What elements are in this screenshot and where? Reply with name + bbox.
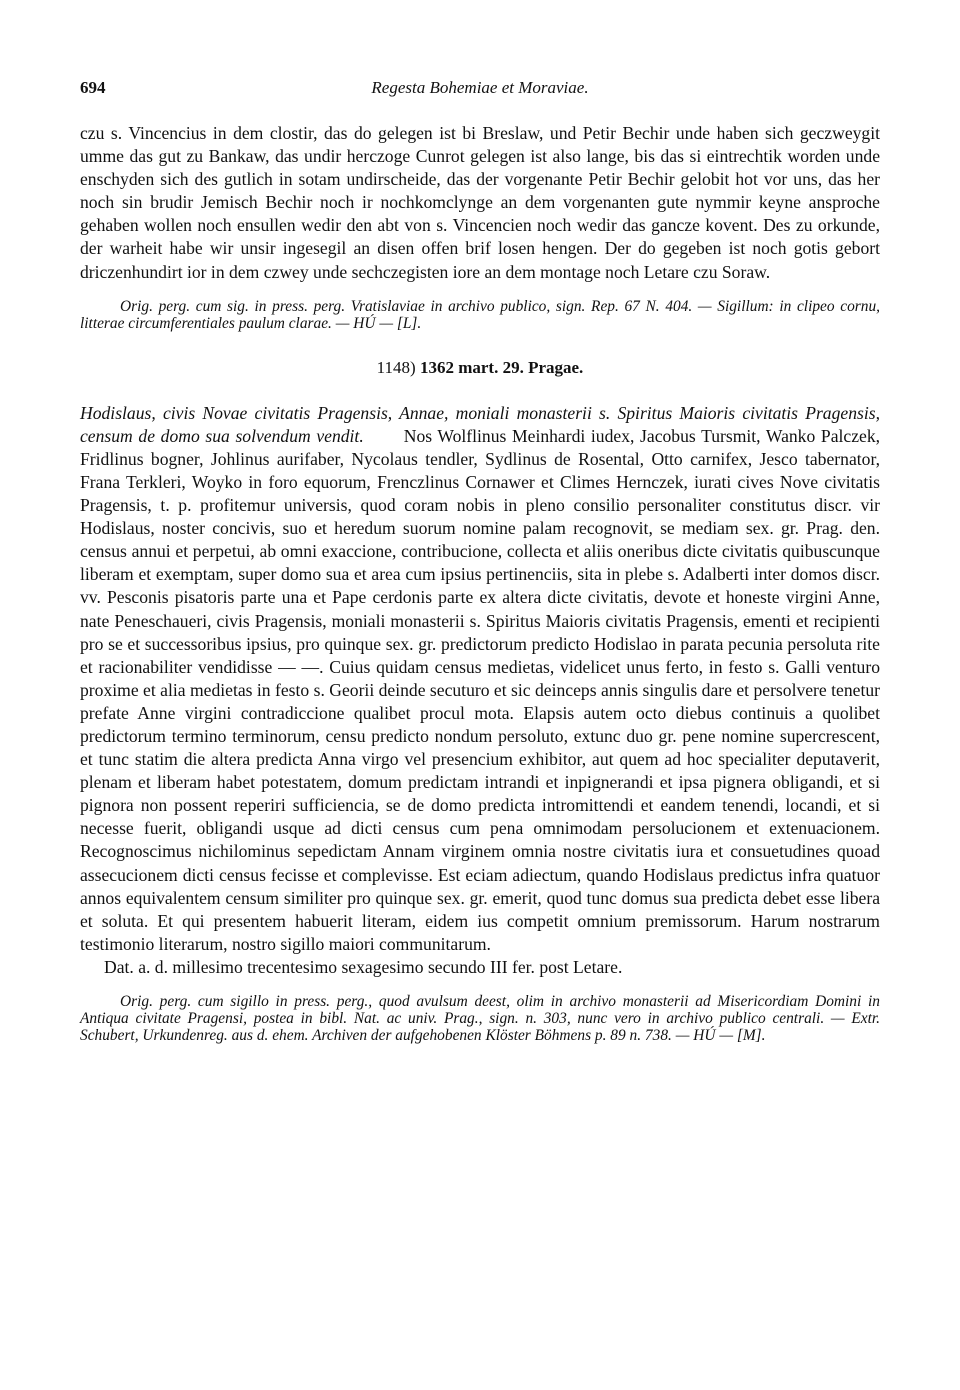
- entry-heading: [80, 358, 880, 382]
- entry-date: 1362 mart. 29.: [419, 357, 524, 377]
- page-number: 694: [80, 78, 106, 97]
- entry-text: Nos Wolflinus Meinhardi iudex, Jacobus Tursmit, Wanko Palczek, Fridlinus bogner, Johlinus aurifaber, Nycolaus tendler, Sydlinus de Rosental, Otto carnifex, Jesco tabernator, Frana Terkleri, Woyko in foro equorum, Frenczlinus Cornawer et Climes Hernczek, iurati cives Nove civitatis Pragensis, t. p. profitemur universis, quod coram nobis in pleno consilio personaliter constitutus discr. vir Hodislaus, noster concivis, suo et heredum suorum nomine palam recognovit, se mediam sex. gr. Prag. den. census annui et perpetui, ab omni exaccione, contribucione, collecta et aliis oneribus dicte civitatis quibuscunque liberam et exemptam, super domo sua et area cum ipsius pertinenciis, sita in plebe s. Adalberti inter domos discr. vv. Pesconis pisatoris parte una et Pape cerdonis parte ex altera dicte civitatis, devote et honeste virgini Anne, nate Peneschaueri, civis Pragensis, moniali monasterii s. Spiritus Maioris civitatis Pragensis, ementi et recipienti pro se et successoribus ipsius, pro quinque sex. gr. predictorum predicto Hodislao in parata pecunia persoluta rite et racionabiliter vendidisse — —. Cuius quidam census medietas, videlicet unus ferto, in festo s. Galli venturo proxime et alia medietas in festo s. Georii deinde secuturo et sic deinceps annis singulis dare et persolvere tenetur prefate Anne virgini contradiccione qualibet procul mota. Elapsis autem octo diebus continuis a quolibet predictorum termino terminorum, censu predicto nondum persoluto, extunc duo gr. pene nomine supercrescent, et tunc statim die altera predicta Anna virgo vel presencium exhibitor, aut quem ad hoc specialiter deputaverit, plenam et liberam habet potestatem, domum predictam intrandi et inpignerandi et ipsa pignera obligandi, et si pignora non possent reperiri sufficiencia, se de domo predicta intromittendi et eandem tenendi, locandi, et si necesse fuerit, obligandi usque ad dicti census cum pena omnimodam persolucionem et extenuacionem. Recognoscimus nichilominus sepedictam Annam virginem omnia nostre civitatis iura et consuetudines quoad assecucionem dicti census fecisse et complevisse. Est eciam adiectum, quando Hodislaus predictus infra quatuor annos equivalentem censum similiter pro quinque sex. gr. emerit, quod tunc domus sua predicta debet esse libera et soluta. Et qui presentem habuerit literam, eidem ius competit omnium premissorum. Harum nostrarum testimonio literarum, nostro sigillo maiori communitarum.: [80, 425, 881, 954]
- page-header: [80, 78, 880, 102]
- continuation-text: czu s. Vincencius in dem clostir, das do gelegen ist bi Breslaw, und Petir Bechir unde haben sich geczweygit umme das gut zu Bankaw, das undir herczoge Cunrot gelegen ist also lange, bis das si eintrechtik worden unde enschyden sich des gutlich in sotam undirscheide, das der vorgenante Petir Bechir gelobit hot vor uns, das her noch sin brudir Jemisch Bechir noch ir nochkomclynge an dem vorgenanten gute nymmir keyne ansproche gehaben wollen noch ensullen wedir den abt von s. Vincencien noch wedir das gancze kovent. Des zu orkunde, der warheit habe wir unsir ingesegil an disen offen brif losen hengen. Der do gegeben ist noch gotis gebort driczenhundirt ior in dem czwey unde sechczegisten iore an dem montage noch Letare czu Soraw.: [80, 123, 880, 282]
- document-page: [80, 78, 880, 1044]
- entry-body: [80, 402, 880, 956]
- running-title: Regesta Bohemiae et Moraviae.: [371, 78, 589, 97]
- entry-number: 1148): [376, 357, 416, 377]
- continuation-note: Orig. perg. cum sig. in press. perg. Vratislaviae in archivo publico, sign. Rep. 67 N. 404. — Sigillum: in clipeo cornu, litterae circumferentiales paulum clarae. — HÚ — [L].: [80, 297, 880, 332]
- dating-clause: Dat. a. d. millesimo trecentesimo sexagesimo secundo III fer. post Letare.: [104, 956, 623, 977]
- entry-note: Orig. perg. cum sigillo in press. perg., quod avulsum deest, olim in archivo monasterii ad Misericordiam Domini in Antiqua civitate Pragensi, postea in bibl. Nat. ac univ. Prag., sign. n. 303, nunc vero in archivo publico centrali. — Extr. Schubert, Urkundenreg. aus d. ehem. Archiven der aufgehobenen Klöster Böhmens p. 89 n. 738. — HÚ — [M].: [80, 993, 880, 1044]
- entry-place: Pragae.: [528, 357, 584, 377]
- entry-summary: Hodislaus, civis Novae civitatis Pragensis, Annae, moniali monasterii s. Spiritus Maioris civitatis Pragensis, censum de domo sua solvendum vendit.: [80, 402, 880, 446]
